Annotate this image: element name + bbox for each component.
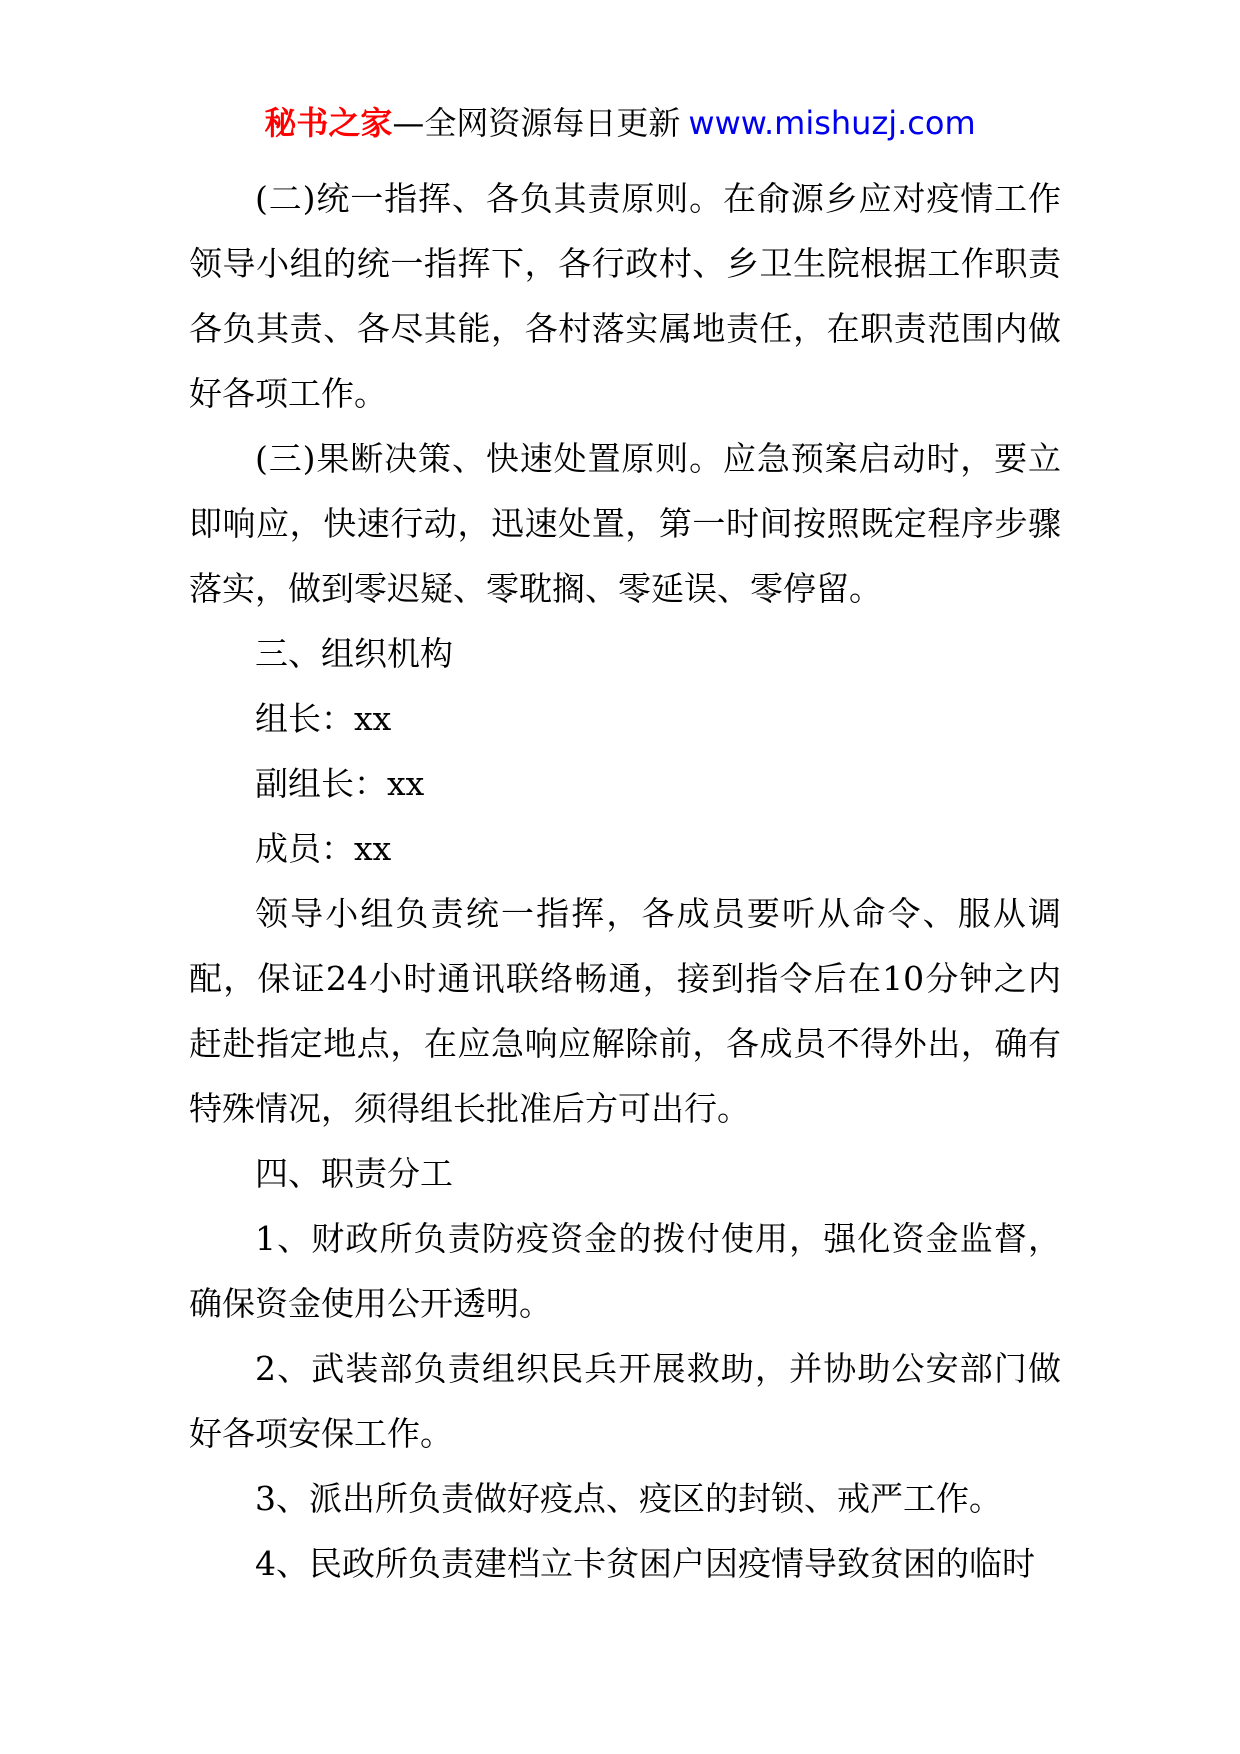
paragraph-leadership-duty: 领导小组负责统一指挥，各成员要听从命令、服从调配，保证24小时通讯联络畅通，接到指令后在10分钟之内赶赴指定地点，在应急响应解除前，各成员不得外出，确有特殊情况，须得组长批准后方可出行。 bbox=[189, 894, 1061, 1128]
deputy-leader-line: 副组长：xx bbox=[255, 764, 425, 803]
site-url-link[interactable]: www.mishuzj.com bbox=[688, 104, 976, 142]
members-line: 成员：xx bbox=[255, 829, 392, 868]
document-body bbox=[189, 166, 1061, 1596]
site-header bbox=[0, 103, 1240, 143]
duty-item-1: 1、财政所负责防疫资金的拨付使用，强化资金监督，确保资金使用公开透明。 bbox=[189, 1219, 1061, 1323]
duty-item-4: 4、民政所负责建档立卡贫困户因疫情导致贫困的临时 bbox=[255, 1544, 1035, 1583]
site-brand: 秘书之家 bbox=[264, 104, 393, 142]
section-heading-organization: 三、组织机构 bbox=[255, 634, 453, 673]
site-tagline: —全网资源每日更新 bbox=[392, 104, 681, 142]
group-leader-line: 组长：xx bbox=[255, 699, 392, 738]
duty-item-3: 3、派出所负责做好疫点、疫区的封锁、戒严工作。 bbox=[255, 1479, 1002, 1518]
paragraph-principle-2: (二)统一指挥、各负其责原则。在俞源乡应对疫情工作领导小组的统一指挥下，各行政村、乡卫生院根据工作职责各负其责、各尽其能，各村落实属地责任，在职责范围内做好各项工作。 bbox=[189, 179, 1061, 413]
section-heading-duties: 四、职责分工 bbox=[255, 1154, 453, 1193]
paragraph-principle-3: (三)果断决策、快速处置原则。应急预案启动时，要立即响应，快速行动，迅速处置，第一时间按照既定程序步骤落实，做到零迟疑、零耽搁、零延误、零停留。 bbox=[189, 439, 1061, 608]
duty-item-2: 2、武装部负责组织民兵开展救助，并协助公安部门做好各项安保工作。 bbox=[189, 1349, 1061, 1453]
